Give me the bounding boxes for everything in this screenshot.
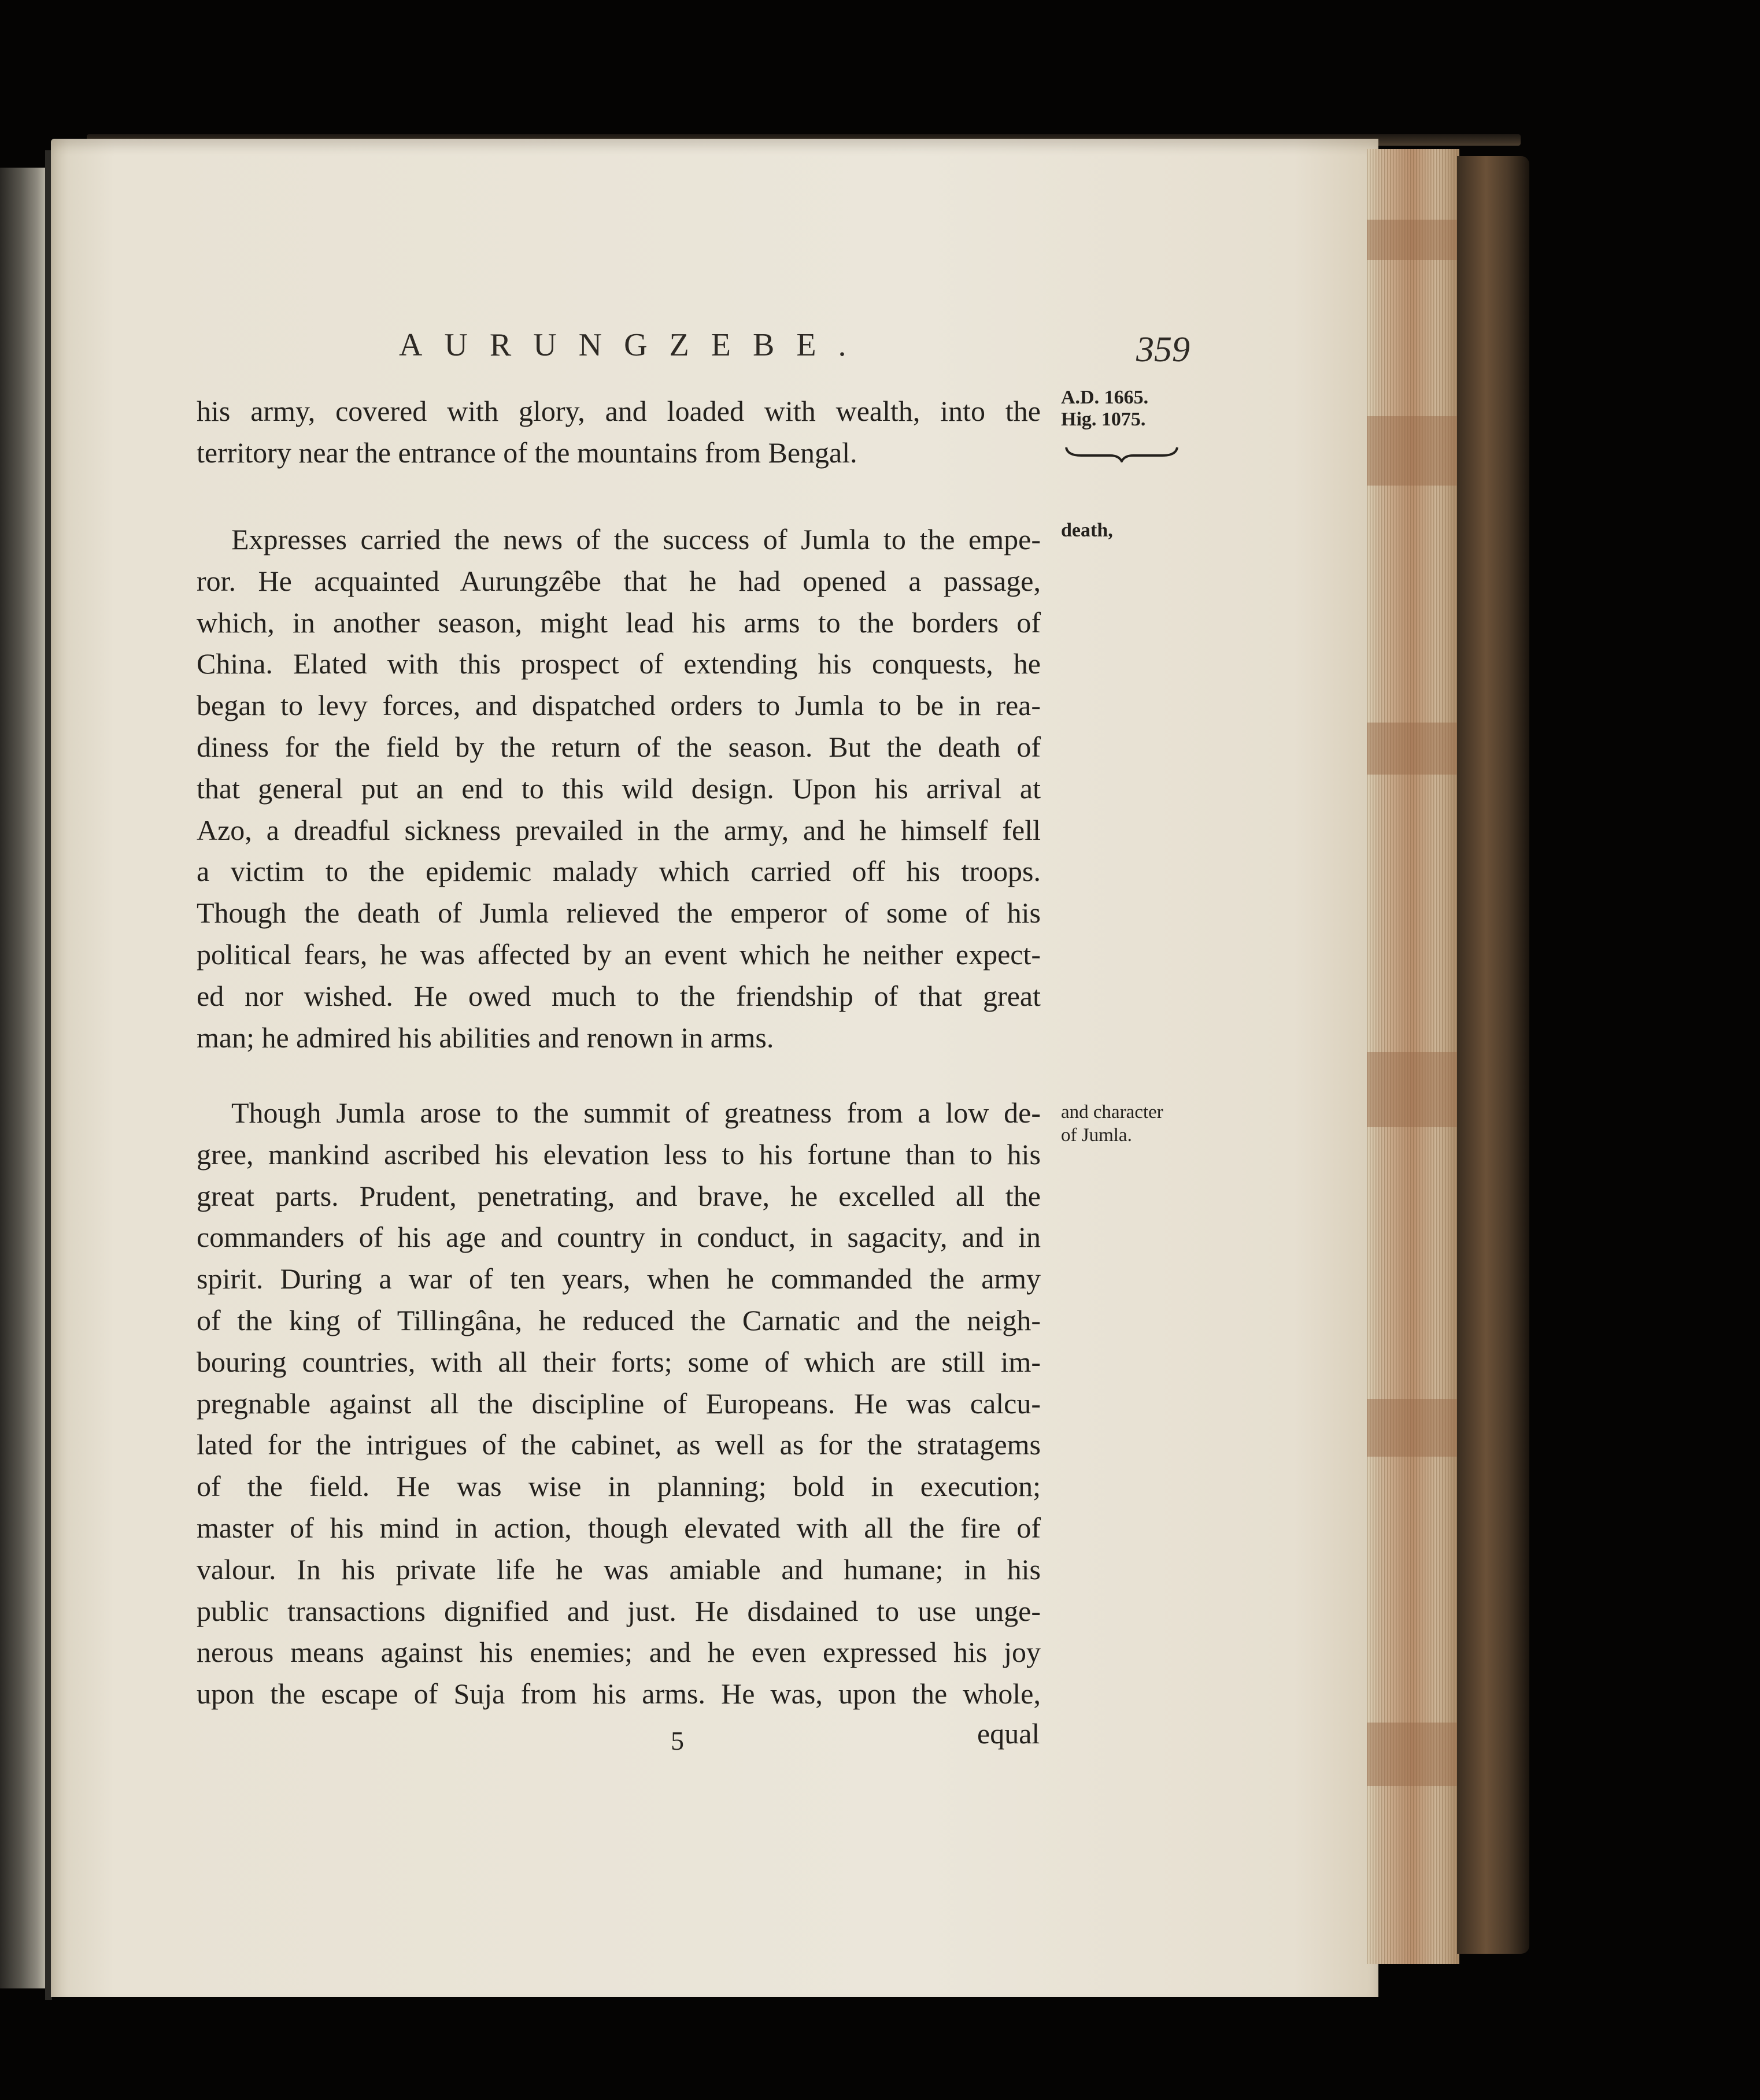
- text-line: Expresses carried the news of the success of Jumla to the empe-: [231, 523, 1041, 555]
- text-line: of the field. He was wise in planning; bold in execution;: [197, 1470, 1041, 1503]
- paragraph-2: [197, 519, 1041, 1058]
- text-line: public transactions dignified and just. He disdained to use unge-: [197, 1594, 1041, 1627]
- text-line: bouring countries, with all their forts; some of which are still im-: [197, 1345, 1041, 1378]
- fore-edge-stain: [1367, 723, 1459, 775]
- text-line: his army, covered with glory, and loaded with wealth, into the: [197, 395, 1041, 427]
- text-line: upon the escape of Suja from his arms. He was, upon the whole,: [197, 1677, 1041, 1710]
- text-line: gree, mankind ascribed his elevation less to his fortune than to his: [197, 1138, 1041, 1171]
- text-line: Though the death of Jumla relieved the emperor of some of his: [197, 897, 1041, 929]
- fore-edge-stain: [1367, 1723, 1459, 1786]
- catchword: equal: [977, 1717, 1040, 1750]
- text-line: China. Elated with this prospect of extending his conquests, he: [197, 647, 1041, 680]
- text-line: diness for the field by the return of the season. But the death of: [197, 730, 1041, 763]
- book-cover-board: [1457, 156, 1529, 1954]
- page-number: 359: [1136, 330, 1190, 369]
- text-line: commanders of his age and country in conduct, in sagacity, and in: [197, 1221, 1041, 1254]
- text-line: political fears, he was affected by an event which he neither expect-: [197, 938, 1041, 971]
- text-line: territory near the entrance of the mountains from Bengal.: [197, 436, 857, 469]
- text-line: a victim to the epidemic malady which carried off his troops.: [197, 855, 1041, 888]
- text-line: ror. He acquainted Aurungzêbe that he had opened a passage,: [197, 564, 1041, 597]
- signature-mark: 5: [671, 1726, 684, 1755]
- margin-date-ad: A.D. 1665.: [1061, 387, 1149, 408]
- margin-note-jumla: of Jumla.: [1061, 1125, 1132, 1146]
- text-line: that general put an end to this wild design. Upon his arrival at: [197, 772, 1041, 805]
- text-line: pregnable against all the discipline of Europeans. He was calcu-: [197, 1387, 1041, 1420]
- text-line: man; he admired his abilities and renown in arms.: [197, 1021, 774, 1054]
- fore-edge-stain: [1367, 220, 1459, 260]
- fore-edge-stain: [1367, 1052, 1459, 1127]
- margin-brace-icon: [1064, 445, 1180, 462]
- left-page-edge: [0, 168, 46, 1988]
- margin-note-character: and character: [1061, 1102, 1163, 1123]
- fore-edge-stain: [1367, 1399, 1459, 1457]
- text-line: spirit. During a war of ten years, when he commanded the army: [197, 1262, 1041, 1295]
- running-head: AURUNGZEBE.: [399, 327, 868, 363]
- paragraph-1: [197, 391, 1041, 474]
- margin-note-death: death,: [1061, 520, 1113, 541]
- text-line: great parts. Prudent, penetrating, and brave, he excelled all the: [197, 1179, 1041, 1212]
- text-line: Though Jumla arose to the summit of greatness from a low de-: [231, 1097, 1041, 1129]
- text-line: ed nor wished. He owed much to the friendship of that great: [197, 979, 1041, 1012]
- fore-edge-stain: [1367, 416, 1459, 486]
- text-line: Azo, a dreadful sickness prevailed in the army, and he himself fell: [197, 813, 1041, 846]
- paragraph-3: [197, 1092, 1041, 1715]
- text-line: of the king of Tillingâna, he reduced the Carnatic and the neigh-: [197, 1303, 1041, 1336]
- margin-date-hig: Hig. 1075.: [1061, 409, 1146, 430]
- text-line: master of his mind in action, though elevated with all the fire of: [197, 1511, 1041, 1544]
- text-line: which, in another season, might lead his arms to the borders of: [197, 606, 1041, 639]
- text-line: nerous means against his enemies; and he even expressed his joy: [197, 1636, 1041, 1669]
- text-line: began to levy forces, and dispatched orders to Jumla to be in rea-: [197, 689, 1041, 722]
- text-line: lated for the intrigues of the cabinet, as well as for the stratagems: [197, 1428, 1041, 1461]
- text-line: valour. In his private life he was amiable and humane; in his: [197, 1553, 1041, 1586]
